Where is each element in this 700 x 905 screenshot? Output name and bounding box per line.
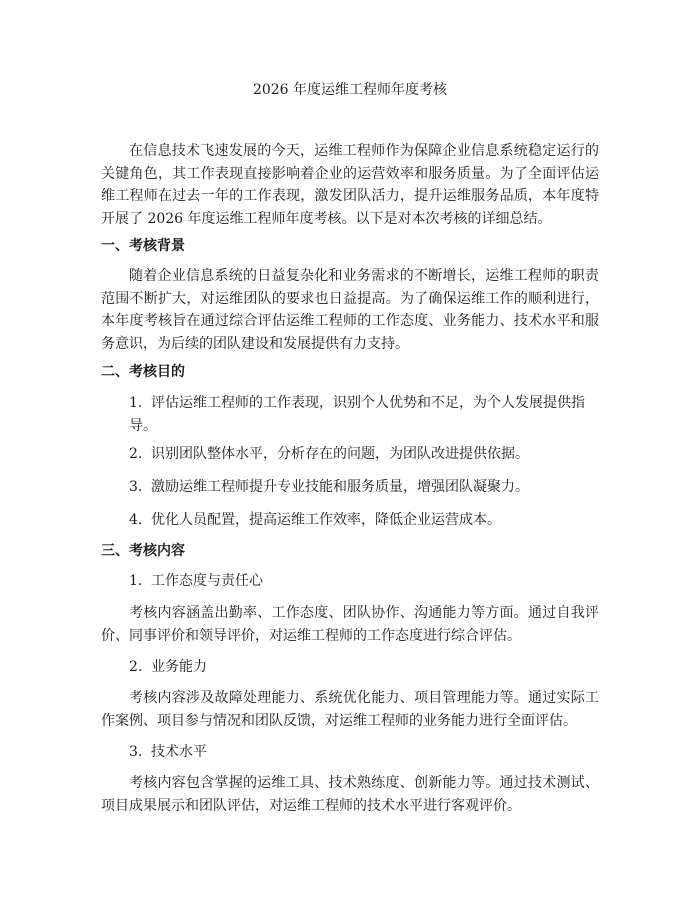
section-heading-background: 一、考核背景 bbox=[101, 238, 185, 254]
subsection-title bbox=[101, 570, 599, 593]
list-item bbox=[101, 392, 599, 437]
subsection-number: 1. bbox=[129, 573, 143, 589]
subsection-body: 考核内容涉及故障处理能力、系统优化能力、项目管理能力等。通过实际工作案例、项目参与情况和团队反馈，对运维工程师的业务能力进行全面评估。 bbox=[101, 690, 599, 729]
subsection-number: 2. bbox=[129, 659, 143, 675]
section-body-background: 随着企业信息系统的日益复杂化和业务需求的不断增长，运维工程师的职责范围不断扩大，对运维团队的要求也日益提高。为了确保运维工作的顺利进行，本年度考核旨在通过综合评估运维工程师的工作态度、业务能力、技术水平和服务意识，为后续的团队建设和发展提供有力支持。 bbox=[101, 268, 599, 352]
section-heading-purpose: 二、考核目的 bbox=[101, 364, 185, 380]
document-title: 2026 年度运维工程师年度考核 bbox=[252, 82, 448, 98]
list-item-text: 识别团队整体水平，分析存在的问题，为团队改进提供依据。 bbox=[151, 446, 529, 462]
subsection-body: 考核内容包含掌握的运维工具、技术熟练度、创新能力等。通过技术测试、项目成果展示和团队评估，对运维工程师的技术水平进行客观评价。 bbox=[101, 775, 599, 814]
list-item-text: 评估运维工程师的工作表现，识别个人优势和不足，为个人发展提供指导。 bbox=[129, 395, 585, 434]
subsection-title-text: 工作态度与责任心 bbox=[151, 573, 263, 589]
list-item bbox=[101, 476, 599, 499]
intro-paragraph: 在信息技术飞速发展的今天，运维工程师作为保障企业信息系统稳定运行的关键角色，其工作表现直接影响着企业的运营效率和服务质量。为了全面评估运维工程师在过去一年的工作表现，激发团队活力，提升运维服务品质，本年度特开展了 2026 年度运维工程师年度考核。以下是对本次考核的详细总结。 bbox=[101, 143, 599, 227]
list-item-number: 3. bbox=[129, 479, 143, 495]
section-heading-content: 三、考核内容 bbox=[101, 543, 185, 559]
subsection-title bbox=[101, 656, 599, 679]
list-item bbox=[101, 443, 599, 466]
subsection-title-text: 业务能力 bbox=[151, 659, 207, 675]
list-item-number: 2. bbox=[129, 446, 143, 462]
subsection-title-text: 技术水平 bbox=[151, 744, 207, 760]
list-item-number: 1. bbox=[129, 395, 143, 411]
subsection-body: 考核内容涵盖出勤率、工作态度、团队协作、沟通能力等方面。通过自我评价、同事评价和领导评价，对运维工程师的工作态度进行综合评估。 bbox=[101, 605, 599, 644]
list-item-number: 4. bbox=[129, 512, 143, 528]
subsection-number: 3. bbox=[129, 744, 143, 760]
subsection-title bbox=[101, 741, 599, 764]
list-item-text: 激励运维工程师提升专业技能和服务质量，增强团队凝聚力。 bbox=[151, 479, 529, 495]
list-item bbox=[101, 509, 599, 532]
list-item-text: 优化人员配置，提高运维工作效率，降低企业运营成本。 bbox=[151, 512, 501, 528]
